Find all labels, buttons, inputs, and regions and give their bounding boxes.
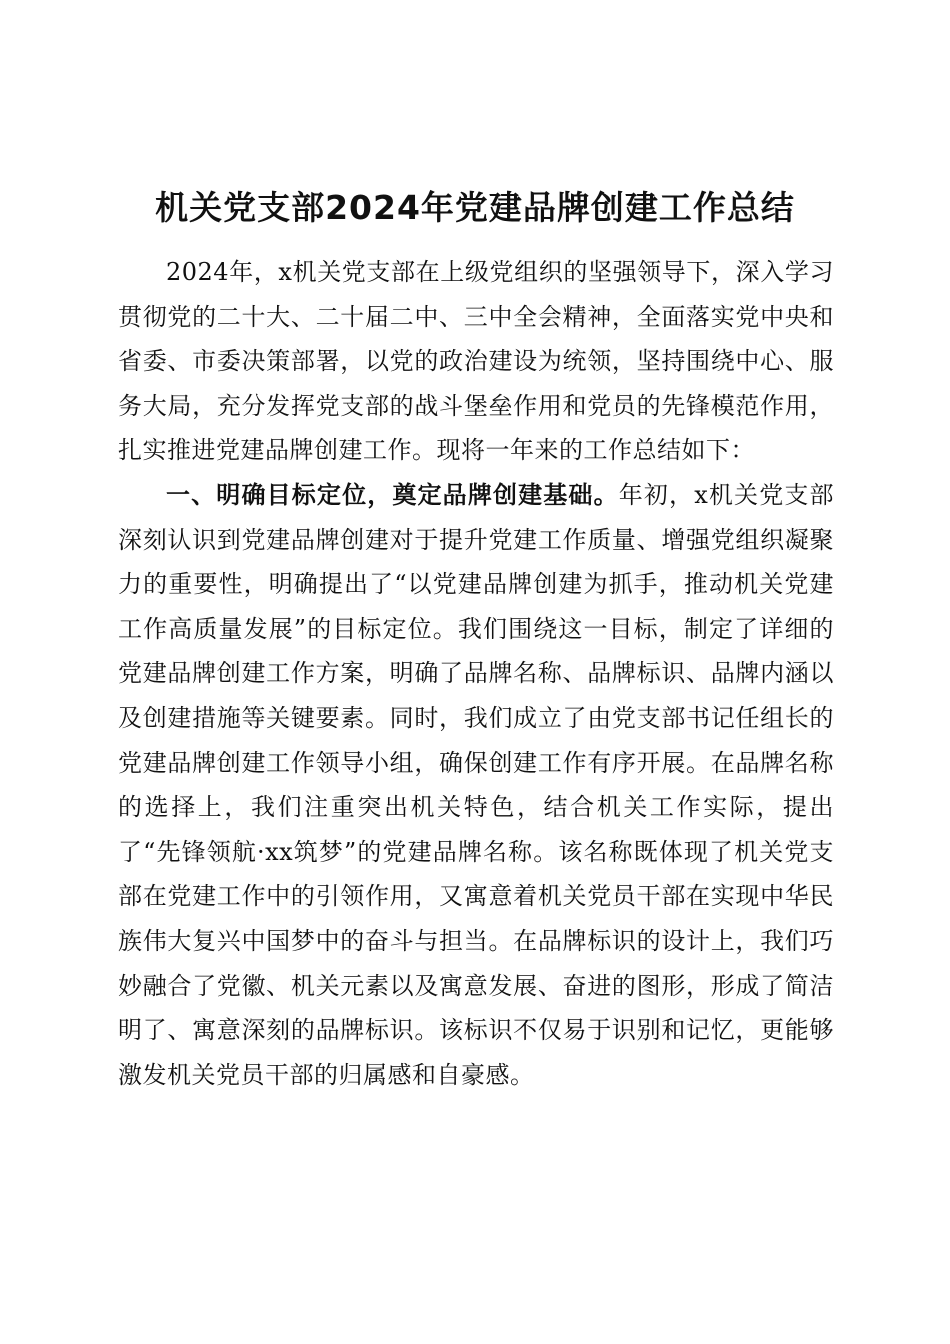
section-1-text: 年初，x机关党支部深刻认识到党建品牌创建对于提升党建工作质量、增强党组织凝聚力的重要性，明确提出了“以党建品牌创建为抓手，推动机关党建工作高质量发展”的目标定位。我们围绕这一目标，制定了详细的党建品牌创建工作方案，明确了品牌名称、品牌标识、品牌内涵以及创建措施等关键要素。同时，我们成立了由党支部书记任组长的党建品牌创建工作领导小组，确保创建工作有序开展。在品牌名称的选择上，我们注重突出机关特色，结合机关工作实际，提出了“先锋领航·xx筑梦”的党建品牌名称。该名称既体现了机关党支部在党建工作中的引领作用，又寓意着机关党员干部在实现中华民族伟大复兴中国梦中的奋斗与担当。在品牌标识的设计上，我们巧妙融合了党徽、机关元素以及寓意发展、奋进的图形，形成了简洁明了、寓意深刻的品牌标识。该标识不仅易于识别和记忆，更能够激发机关党员干部的归属感和自豪感。 [118, 480, 835, 1089]
paragraph-section-1 [118, 473, 834, 1097]
paragraph-intro-text: 2024年，x机关党支部在上级党组织的坚强领导下，深入学习贯彻党的二十大、二十届二中、三中全会精神，全面落实党中央和省委、市委决策部署，以党的政治建设为统领，坚持围绕中心、服务大局，充分发挥党支部的战斗堡垒作用和党员的先锋模范作用，扎实推进党建品牌创建工作。现将一年来的工作总结如下： [118, 258, 834, 465]
section-1-heading: 一、明确目标定位，奠定品牌创建基础。 [166, 480, 619, 509]
document-body [118, 250, 834, 1097]
document-title: 机关党支部2024年党建品牌创建工作总结 [155, 188, 795, 227]
paragraph-intro [118, 250, 834, 473]
